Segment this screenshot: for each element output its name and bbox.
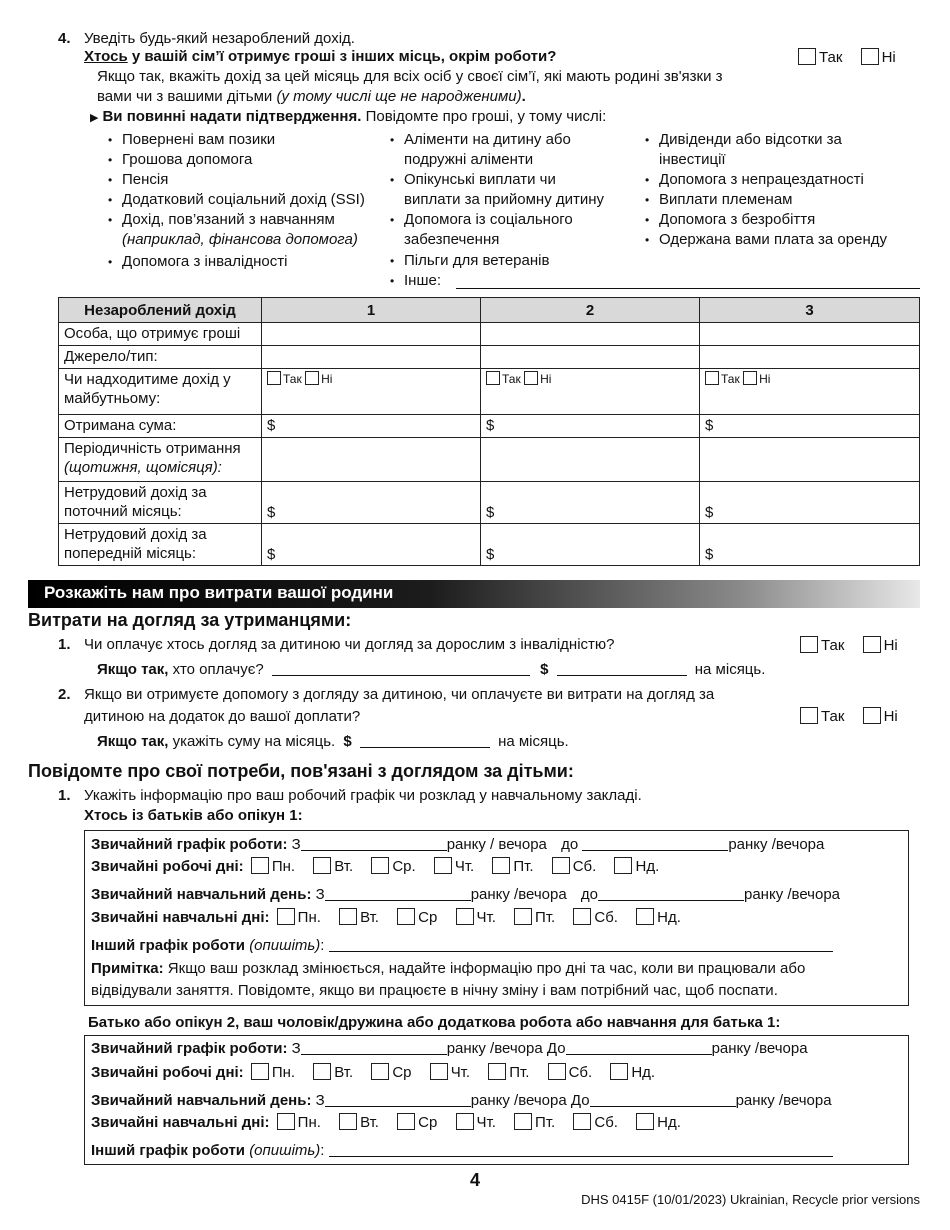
- table-cell-input[interactable]: [262, 346, 481, 369]
- p1-school-ampm1: ранку /вечора: [470, 886, 567, 903]
- p1-note-bold: Примітка:: [91, 960, 164, 977]
- q4-col2-cont: виплати за прийомну дитину: [404, 191, 605, 208]
- p1-other-bold: Інший графік роботи: [91, 937, 246, 954]
- p1-work-day-checkbox[interactable]: [313, 857, 331, 874]
- p1-school-day-checkbox[interactable]: [573, 908, 591, 925]
- future-yes-label: Так: [721, 372, 740, 386]
- p2-other-italic: (опишіть): [249, 1142, 321, 1159]
- p2-work-day-checkbox[interactable]: [430, 1063, 448, 1080]
- page-number: 4: [470, 1170, 481, 1190]
- q4-col3-text: Одержана вами плата за оренду: [659, 231, 887, 248]
- exp-q2-line1: Якщо ви отримуєте допомогу з догляду за дитиною, чи оплачуєте ви витрати на догляд за: [84, 686, 715, 703]
- q4-col2-item: • Пільги для ветеранів: [390, 252, 550, 269]
- p2-work-day-label: Пн.: [271, 1064, 296, 1081]
- p2-work-day-checkbox[interactable]: [548, 1063, 566, 1080]
- row-label-current-1: Нетрудовий дохід за: [64, 484, 207, 501]
- q4-col2-text: Інше:: [404, 272, 441, 289]
- p1-school-day-checkbox[interactable]: [277, 908, 295, 925]
- p2-work-schedule: [91, 1040, 808, 1057]
- exp-q1-number: 1.: [58, 636, 71, 653]
- q4-question-underlined: Хтось: [84, 48, 128, 65]
- q4-col1-item: • Дохід, пов’язаний з навчанням: [108, 211, 335, 228]
- q4-col2-text: Аліменти на дитину або: [404, 131, 571, 148]
- q4-desc-line2: [97, 88, 526, 105]
- p1-school-day-label: Звичайний навчальний день:: [91, 886, 312, 903]
- p1-school-start-input[interactable]: [325, 887, 471, 901]
- table-header-cell: Незароблений дохід: [59, 298, 262, 323]
- table-cell-dollar[interactable]: $: [262, 482, 481, 524]
- row-label-person: Особа, що отримує гроші: [59, 323, 262, 346]
- p2-school-to: До: [570, 1092, 590, 1109]
- q4-col3-item: • Допомога з непрацездатності: [645, 171, 864, 188]
- p1-work-end-input[interactable]: [582, 837, 728, 851]
- cc-q1-text: Укажіть інформацію про ваш робочий графік чи розклад у навчальному закладі.: [84, 787, 642, 804]
- row-label-frequency-2: (щотижня, щомісяця):: [64, 459, 222, 476]
- q4-other-input[interactable]: [456, 288, 920, 289]
- p1-school-day-label: Пн.: [297, 909, 321, 926]
- p2-work-start-input[interactable]: [301, 1041, 447, 1055]
- care-expenses-title: Витрати на догляд за утриманцями:: [28, 610, 352, 630]
- q4-col1-text: Додатковий соціальний дохід (SSI): [122, 191, 365, 208]
- p2-work-end-input[interactable]: [566, 1041, 712, 1055]
- p1-work-day-checkbox[interactable]: [492, 857, 510, 874]
- exp-q1-yes-checkbox[interactable]: [800, 636, 818, 653]
- q4-col3-text: Допомога з непрацездатності: [659, 171, 864, 188]
- q4-col3-text: Допомога з безробіття: [659, 211, 816, 228]
- p2-work-days: [91, 1063, 655, 1081]
- p2-school-day-checkbox[interactable]: [397, 1113, 415, 1130]
- q4-col2-cont: забезпечення: [404, 231, 500, 248]
- q4-number: 4.: [58, 30, 71, 47]
- q4-col1-text: Пенсія: [122, 171, 169, 188]
- table-cell-input[interactable]: [700, 323, 920, 346]
- row-label-future-1: Чи надходитиме дохід у: [64, 371, 231, 388]
- p2-other-bold: Інший графік роботи: [91, 1142, 246, 1159]
- p2-school-day-label: Нд.: [657, 1114, 681, 1131]
- exp-q1-no-checkbox[interactable]: [863, 636, 881, 653]
- table-cell-dollar[interactable]: $: [700, 482, 920, 524]
- q4-question: [84, 48, 556, 65]
- exp-q1-yes-no: [800, 636, 898, 654]
- exp-q2-line2: дитиною на додаток до вашої доплати?: [84, 708, 361, 725]
- future-yes-checkbox[interactable]: [705, 371, 719, 385]
- p2-school-day-checkbox[interactable]: [456, 1113, 474, 1130]
- cc-q1-number: 1.: [58, 787, 71, 804]
- table-cell-dollar[interactable]: $: [262, 415, 481, 438]
- table-row: [59, 369, 920, 415]
- table-cell-input[interactable]: [481, 346, 700, 369]
- row-label-previous-month: [59, 524, 262, 566]
- exp-q1-dollar: $: [540, 661, 549, 678]
- p2-school-day-checkbox[interactable]: [514, 1113, 532, 1130]
- q4-question-rest: у вашій сім’ї отримує гроші з інших місць, окрім роботи?: [127, 48, 557, 65]
- q4-col1-item: • Грошова допомога: [108, 151, 253, 168]
- table-cell-input[interactable]: [700, 438, 920, 482]
- table-header-cell: 1: [262, 298, 481, 323]
- p2-work-day-checkbox[interactable]: [610, 1063, 628, 1080]
- parent1-label: Хтось із батьків або опікун 1:: [84, 807, 303, 824]
- exp-q1-amount-input[interactable]: [557, 662, 687, 676]
- arrow-right-icon: ▶: [90, 112, 99, 124]
- p1-school-day-label: Сб.: [594, 909, 618, 926]
- table-header-cell: 2: [481, 298, 700, 323]
- p1-work-day-label: Ср.: [392, 858, 416, 875]
- table-cell-yesno: [262, 369, 481, 415]
- q4-col2-item: • Інше:: [390, 272, 441, 289]
- p2-work-to: До: [546, 1040, 566, 1057]
- p1-note-line1: [91, 960, 805, 977]
- p2-work-day-label: Вт.: [334, 1064, 354, 1081]
- exp-q2-no-label: Ні: [883, 708, 898, 725]
- p2-school-day-checkbox[interactable]: [277, 1113, 295, 1130]
- p1-note-line2: відвідували заняття. Повідомте, якщо ви працюєте в нічну зміну і вам потрібний час, щоб поспати.: [91, 982, 778, 999]
- q4-yes-no: [798, 48, 896, 66]
- p1-work-day-checkbox[interactable]: [251, 857, 269, 874]
- exp-q2-number: 2.: [58, 686, 71, 703]
- p2-work-ampm1: ранку /вечора: [446, 1040, 543, 1057]
- q4-col2-text: Пільги для ветеранів: [404, 252, 550, 269]
- q4-intro: Уведіть будь-який незароблений дохід.: [84, 30, 355, 47]
- q4-col3-item: • Дивіденди або відсотки за: [645, 131, 842, 148]
- table-cell-input[interactable]: [700, 346, 920, 369]
- p2-school-day-label: Вт.: [360, 1114, 379, 1131]
- p1-school-ampm2: ранку /вечора: [744, 886, 841, 903]
- table-cell-dollar[interactable]: $: [700, 524, 920, 566]
- q4-col1-item: • Допомога з інвалідності: [108, 253, 288, 270]
- p1-school-days-label: Звичайні навчальні дні:: [91, 909, 270, 926]
- p1-school-to: до: [580, 886, 598, 903]
- p1-school-day-checkbox[interactable]: [514, 908, 532, 925]
- exp-q1-who-pays-input[interactable]: [272, 662, 530, 676]
- q4-yes-checkbox[interactable]: [798, 48, 816, 65]
- p1-work-day-label: Пт.: [513, 858, 534, 875]
- row-label-previous-2: попередній місяць:: [64, 545, 197, 562]
- p1-school-day-checkbox[interactable]: [456, 908, 474, 925]
- future-no-checkbox[interactable]: [305, 371, 319, 385]
- expenses-banner: Розкажіть нам про витрати вашої родини: [28, 580, 920, 608]
- table-cell-input[interactable]: [481, 438, 700, 482]
- row-label-frequency-1: Періодичність отримання: [64, 440, 241, 457]
- table-cell-yesno: [481, 369, 700, 415]
- p2-school-day-checkbox[interactable]: [573, 1113, 591, 1130]
- table-cell-dollar[interactable]: $: [700, 415, 920, 438]
- p1-other-input[interactable]: [329, 938, 833, 952]
- p1-school-day-label: Нд.: [657, 909, 681, 926]
- table-cell-input[interactable]: [262, 438, 481, 482]
- exp-q2-yes-no: [800, 707, 898, 725]
- table-header-cell: 3: [700, 298, 920, 323]
- table-row: [59, 482, 920, 524]
- q4-col1-text: Повернені вам позики: [122, 131, 276, 148]
- form-id: DHS 0415F (10/01/2023) Ukrainian, Recycle prior versions: [581, 1192, 920, 1207]
- p2-school-day: [91, 1092, 832, 1109]
- exp-q1-if-bold: Якщо так,: [97, 661, 169, 678]
- p2-school-day-label: Ср: [418, 1114, 438, 1131]
- row-label-current-month: [59, 482, 262, 524]
- exp-q1-text: Чи оплачує хтось догляд за дитиною чи догляд за дорослим з інвалідністю?: [84, 636, 615, 653]
- q4-col2-text: Допомога із соціального: [404, 211, 573, 228]
- p2-school-start-input[interactable]: [325, 1093, 471, 1107]
- p1-work-day-label: Вт.: [334, 858, 354, 875]
- future-no-label: Ні: [759, 372, 771, 386]
- exp-q2-dollar: $: [343, 733, 352, 750]
- future-yes-label: Так: [283, 372, 302, 386]
- future-no-checkbox[interactable]: [524, 371, 538, 385]
- q4-col1-item: • Повернені вам позики: [108, 131, 276, 148]
- p1-work-schedule: [91, 836, 824, 853]
- p1-work-ampm2: ранку /вечора: [728, 836, 825, 853]
- p2-school-end-input[interactable]: [590, 1093, 736, 1107]
- q4-yes-label: Так: [819, 49, 843, 66]
- exp-q1-yes-label: Так: [821, 637, 845, 654]
- p1-other-schedule: [91, 937, 833, 954]
- table-cell-input[interactable]: [262, 323, 481, 346]
- p1-work-schedule-label: Звичайний графік роботи:: [91, 836, 288, 853]
- p2-school-day-checkbox[interactable]: [636, 1113, 654, 1130]
- table-cell-dollar[interactable]: $: [481, 482, 700, 524]
- p2-school-days: [91, 1113, 681, 1131]
- p2-work-schedule-label: Звичайний графік роботи:: [91, 1040, 288, 1057]
- p1-work-day-checkbox[interactable]: [614, 857, 632, 874]
- p1-work-days-label: Звичайні робочі дні:: [91, 858, 244, 875]
- p2-work-ampm2: ранку /вечора: [711, 1040, 808, 1057]
- childcare-title: Повідомте про свої потреби, пов'язані з доглядом за дітьми:: [28, 761, 574, 781]
- p2-school-ampm1: ранку /вечора: [470, 1092, 567, 1109]
- q4-no-checkbox[interactable]: [861, 48, 879, 65]
- q4-col1-item: • Пенсія: [108, 171, 169, 188]
- q4-col3-cont: інвестиції: [659, 151, 726, 168]
- row-label-future: [59, 369, 262, 415]
- p1-school-day-checkbox[interactable]: [339, 908, 357, 925]
- exp-q2-if-rest: укажіть суму на місяць.: [168, 733, 336, 750]
- p1-work-day-label: Нд.: [635, 858, 660, 875]
- future-no-label: Ні: [321, 372, 333, 386]
- p2-school-day-label: Пт.: [535, 1114, 556, 1131]
- q4-col2-item: • Допомога із соціального: [390, 211, 573, 228]
- q4-desc-italic: (у тому числі ще не народженими): [276, 88, 522, 105]
- table-row: [59, 346, 920, 369]
- p2-school-ampm2: ранку /вечора: [735, 1092, 832, 1109]
- p1-work-day-checkbox[interactable]: [434, 857, 452, 874]
- table-row: [59, 524, 920, 566]
- p1-school-day: [91, 886, 840, 903]
- p1-note-text1: Якщо ваш розклад змінюється, надайте інформацію про дні та час, коли ви працювали або: [163, 960, 806, 977]
- p1-school-end-input[interactable]: [598, 887, 744, 901]
- unearned-income-table: [58, 297, 920, 566]
- table-row: [59, 323, 920, 346]
- p1-school-days: [91, 908, 681, 926]
- p2-school-day-label: Чт.: [476, 1114, 496, 1131]
- row-label-source: Джерело/тип:: [59, 346, 262, 369]
- p1-work-day-checkbox[interactable]: [552, 857, 570, 874]
- p2-school-day-label: Сб.: [594, 1114, 618, 1131]
- p2-school-day-label: Пн.: [297, 1114, 321, 1131]
- table-cell-dollar[interactable]: $: [262, 524, 481, 566]
- exp-q2-if-yes: [97, 733, 569, 750]
- p2-school-day-label: Звичайний навчальний день:: [91, 1092, 312, 1109]
- p2-other-input[interactable]: [329, 1143, 833, 1157]
- p1-school-day-label: Ср: [418, 909, 438, 926]
- exp-q1-no-label: Ні: [883, 637, 898, 654]
- p2-work-day-checkbox[interactable]: [488, 1063, 506, 1080]
- exp-q2-yes-checkbox[interactable]: [800, 707, 818, 724]
- row-label-previous-1: Нетрудовий дохід за: [64, 526, 207, 543]
- q4-col3-item: • Допомога з безробіття: [645, 211, 816, 228]
- table-cell-input[interactable]: [481, 323, 700, 346]
- p1-work-days: [91, 857, 659, 875]
- p2-work-day-checkbox[interactable]: [251, 1063, 269, 1080]
- p2-work-day-label: Ср: [392, 1064, 412, 1081]
- q4-col3-item: • Виплати племенам: [645, 191, 793, 208]
- q4-col3-item: • Одержана вами плата за оренду: [645, 231, 887, 248]
- q4-col1-italic: (наприклад, фінансова допомога): [122, 231, 358, 248]
- p1-school-day-label: Чт.: [476, 909, 496, 926]
- table-cell-yesno: [700, 369, 920, 415]
- q4-col2-item: • Опікунські виплати чи: [390, 171, 556, 188]
- p2-work-day-checkbox[interactable]: [313, 1063, 331, 1080]
- exp-q2-no-checkbox[interactable]: [863, 707, 881, 724]
- p2-school-from: З: [315, 1092, 325, 1109]
- row-label-frequency: [59, 438, 262, 482]
- future-yes-checkbox[interactable]: [486, 371, 500, 385]
- table-row: [59, 438, 920, 482]
- table-row: [59, 415, 920, 438]
- q4-no-label: Ні: [881, 49, 896, 66]
- p2-school-days-label: Звичайні навчальні дні:: [91, 1114, 270, 1131]
- q4-col3-text: Виплати племенам: [659, 191, 793, 208]
- p1-school-day-checkbox[interactable]: [636, 908, 654, 925]
- p2-work-day-label: Чт.: [450, 1064, 471, 1081]
- p1-school-day-label: Вт.: [360, 909, 379, 926]
- p1-work-from: З: [291, 836, 301, 853]
- p1-other-colon: :: [320, 937, 325, 954]
- exp-q1-per-month: на місяць.: [694, 661, 766, 678]
- future-no-label: Ні: [540, 372, 552, 386]
- exp-q2-yes-label: Так: [821, 708, 845, 725]
- p1-work-ampm1: ранку / вечора: [446, 836, 547, 853]
- table-cell-dollar[interactable]: $: [481, 524, 700, 566]
- q4-col2-text: Опікунські виплати чи: [404, 171, 556, 188]
- p2-work-days-label: Звичайні робочі дні:: [91, 1064, 244, 1081]
- q4-col2-item: • Аліменти на дитину або: [390, 131, 571, 148]
- p1-school-day-checkbox[interactable]: [397, 908, 415, 925]
- q4-desc-line2-text: вами чи з вашими дітьми: [97, 88, 277, 105]
- q4-desc-end: .: [521, 88, 526, 105]
- p1-school-day-label: Пт.: [535, 909, 556, 926]
- p1-work-start-input[interactable]: [301, 837, 447, 851]
- table-header-row: [59, 298, 920, 323]
- q4-proof-rest: Повідомте про гроші, у тому числі:: [361, 108, 607, 125]
- p1-work-day-label: Пн.: [271, 858, 296, 875]
- q4-proof: [90, 108, 606, 125]
- future-yes-checkbox[interactable]: [267, 371, 281, 385]
- p1-other-italic: (опишіть): [249, 937, 321, 954]
- table-cell-dollar[interactable]: $: [481, 415, 700, 438]
- parent2-label: Батько або опікун 2, ваш чоловік/дружина або додаткова робота або навчання для батька 1:: [88, 1014, 781, 1031]
- exp-q1-if-yes: [97, 661, 765, 678]
- q4-col1-text: Дохід, пов’язаний з навчанням: [122, 211, 335, 228]
- q4-col1-text: Грошова допомога: [122, 151, 253, 168]
- future-yes-label: Так: [502, 372, 521, 386]
- exp-q1-if-rest: хто оплачує?: [168, 661, 264, 678]
- p2-work-from: З: [291, 1040, 301, 1057]
- p2-work-day-label: Пт.: [509, 1064, 530, 1081]
- p1-work-day-checkbox[interactable]: [371, 857, 389, 874]
- p2-work-day-label: Сб.: [568, 1064, 593, 1081]
- q4-proof-bold: Ви повинні надати підтвердження.: [102, 108, 362, 125]
- exp-q2-per-month: на місяць.: [498, 733, 569, 750]
- future-no-checkbox[interactable]: [743, 371, 757, 385]
- q4-col3-text: Дивіденди або відсотки за: [659, 131, 842, 148]
- p1-work-day-label: Чт.: [454, 858, 475, 875]
- row-label-amount: Отримана сума:: [59, 415, 262, 438]
- q4-col2-cont: подружні аліменти: [404, 151, 534, 168]
- p1-work-day-label: Сб.: [572, 858, 597, 875]
- p2-other-colon: :: [320, 1142, 325, 1159]
- p2-work-day-checkbox[interactable]: [371, 1063, 389, 1080]
- exp-q2-if-bold: Якщо так,: [97, 733, 169, 750]
- exp-q2-amount-input[interactable]: [360, 734, 490, 748]
- p1-work-to: до: [561, 836, 579, 853]
- p2-school-day-checkbox[interactable]: [339, 1113, 357, 1130]
- p1-school-from: З: [315, 886, 325, 903]
- q4-col1-item: • Додатковий соціальний дохід (SSI): [108, 191, 365, 208]
- q4-col1-text: Допомога з інвалідності: [122, 253, 288, 270]
- q4-desc-line1: Якщо так, вкажіть дохід за цей місяць для всіх осіб у своєї сім’ї, які мають родині зв'язки з: [97, 68, 723, 85]
- p2-work-day-label: Нд.: [631, 1064, 656, 1081]
- row-label-future-2: майбутньому:: [64, 390, 161, 407]
- p2-other-schedule: [91, 1142, 833, 1159]
- row-label-current-2: поточний місяць:: [64, 503, 182, 520]
